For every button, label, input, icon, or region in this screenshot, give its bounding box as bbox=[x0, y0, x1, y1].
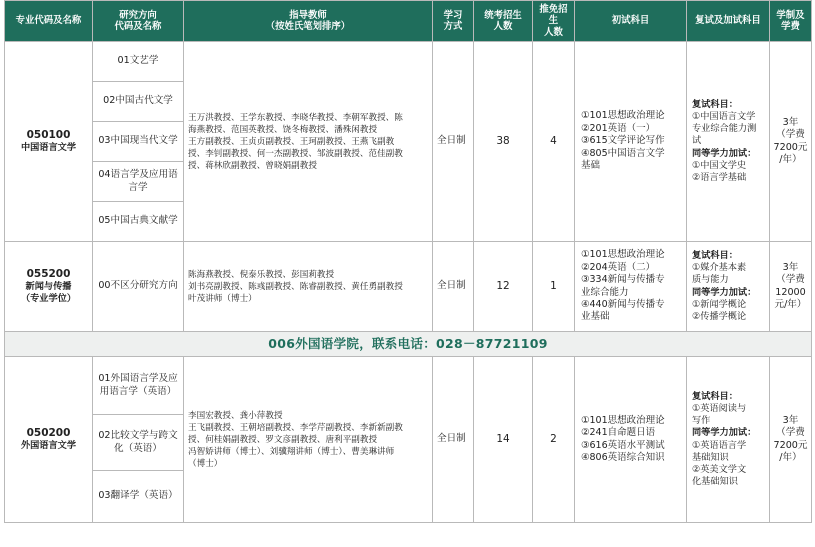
table-row bbox=[5, 242, 812, 332]
header-mode: 学习 方式 bbox=[433, 1, 474, 42]
direction-cell: 03中国现当代文学 bbox=[93, 122, 184, 162]
header-fee: 学制及 学费 bbox=[770, 1, 812, 42]
fee-cell: 3年 （学费 7200元 /年） bbox=[770, 42, 812, 242]
teacher-cell: 王万洪教授、王学东教授、李晓华教授、李朝军教授、陈 海燕教授、范国英教授、饶冬梅教授、潘殊闲教授 王方副教授、王贞贞副教授、王珂副教授、王燕飞副教 授、李钊副教授、何一杰副教授、邹波副教授、范佳副教 授、蒋林欣副教授、曾晓娟副教授 bbox=[184, 42, 433, 242]
table-row bbox=[5, 357, 812, 415]
exam-subjects: ①101思想政治理论 ②204英语（二） ③334新闻与传播专 业综合能力 ④440新闻与传播专 业基础 bbox=[575, 242, 687, 332]
exam-subjects: ①101思想政治理论 ②201英语（一） ③615文学评论写作 ④805中国语言文学 基础 bbox=[575, 42, 687, 242]
direction-cell: 02中国古代文学 bbox=[93, 82, 184, 122]
fee-cell: 3年 （学费 7200元 /年） bbox=[770, 357, 812, 523]
header-retest: 复试及加试科目 bbox=[687, 1, 770, 42]
teacher-cell: 陈海燕教授、倪泰乐教授、彭国莉教授 刘书亮副教授、陈彧副教授、陈睿副教授、黄任勇副教授 叶茂讲师（博士） bbox=[184, 242, 433, 332]
plan-count: 12 bbox=[474, 242, 533, 332]
table-row bbox=[5, 42, 812, 82]
enrollment-table bbox=[4, 0, 812, 523]
mode-cell: 全日制 bbox=[433, 357, 474, 523]
header-direction: 研究方向 代码及名称 bbox=[93, 1, 184, 42]
college-banner: 006外国语学院，联系电话：028－87721109 bbox=[5, 332, 812, 357]
direction-cell: 01外国语言学及应用语言学（英语） bbox=[93, 357, 184, 415]
header-teacher: 指导教师 （按姓氏笔划排序） bbox=[184, 1, 433, 42]
direction-cell: 03翻译学（英语） bbox=[93, 471, 184, 523]
major-cell: 050100 中国语言文学 bbox=[5, 42, 93, 242]
table-header-row bbox=[5, 1, 812, 42]
mode-cell: 全日制 bbox=[433, 42, 474, 242]
header-plan: 统考招生 人数 bbox=[474, 1, 533, 42]
retest-subjects: 复试科目： ①英语阅读与 写作 同等学力加试： ①英语语言学 基础知识 ②英美文学文 化基础知识 bbox=[687, 357, 770, 523]
exempt-count: 1 bbox=[533, 242, 575, 332]
exam-subjects: ①101思想政治理论 ②241自命题日语 ③616英语水平测试 ④806英语综合知识 bbox=[575, 357, 687, 523]
exempt-count: 2 bbox=[533, 357, 575, 523]
teacher-cell: 李国宏教授、龚小萍教授 王飞副教授、王朝培副教授、李学芹副教授、李新新副教 授、何桂娟副教授、罗文彦副教授、唐利平副教授 冯智娇讲师（博士）、刘骥翔讲师（博士）、曹美琳讲师 （博士） bbox=[184, 357, 433, 523]
plan-count: 14 bbox=[474, 357, 533, 523]
direction-cell: 05中国古典文献学 bbox=[93, 202, 184, 242]
plan-count: 38 bbox=[474, 42, 533, 242]
retest-subjects: 复试科目： ①媒介基本素 质与能力 同等学力加试： ①新闻学概论 ②传播学概论 bbox=[687, 242, 770, 332]
header-exempt: 推免招生 人数 bbox=[533, 1, 575, 42]
college-banner-row bbox=[5, 332, 812, 357]
direction-cell: 01文艺学 bbox=[93, 42, 184, 82]
header-major: 专业代码及名称 bbox=[5, 1, 93, 42]
direction-cell: 02比较文学与跨文化（英语） bbox=[93, 415, 184, 471]
major-cell: 050200 外国语言文学 bbox=[5, 357, 93, 523]
mode-cell: 全日制 bbox=[433, 242, 474, 332]
exempt-count: 4 bbox=[533, 42, 575, 242]
direction-cell: 00不区分研究方向 bbox=[93, 242, 184, 332]
retest-subjects: 复试科目： ①中国语言文学 专业综合能力测 试 同等学力加试： ①中国文学史 ②语言学基础 bbox=[687, 42, 770, 242]
fee-cell: 3年 （学费 12000 元/年） bbox=[770, 242, 812, 332]
major-cell: 055200 新闻与传播 （专业学位） bbox=[5, 242, 93, 332]
header-exam: 初试科目 bbox=[575, 1, 687, 42]
direction-cell: 04语言学及应用语言学 bbox=[93, 162, 184, 202]
